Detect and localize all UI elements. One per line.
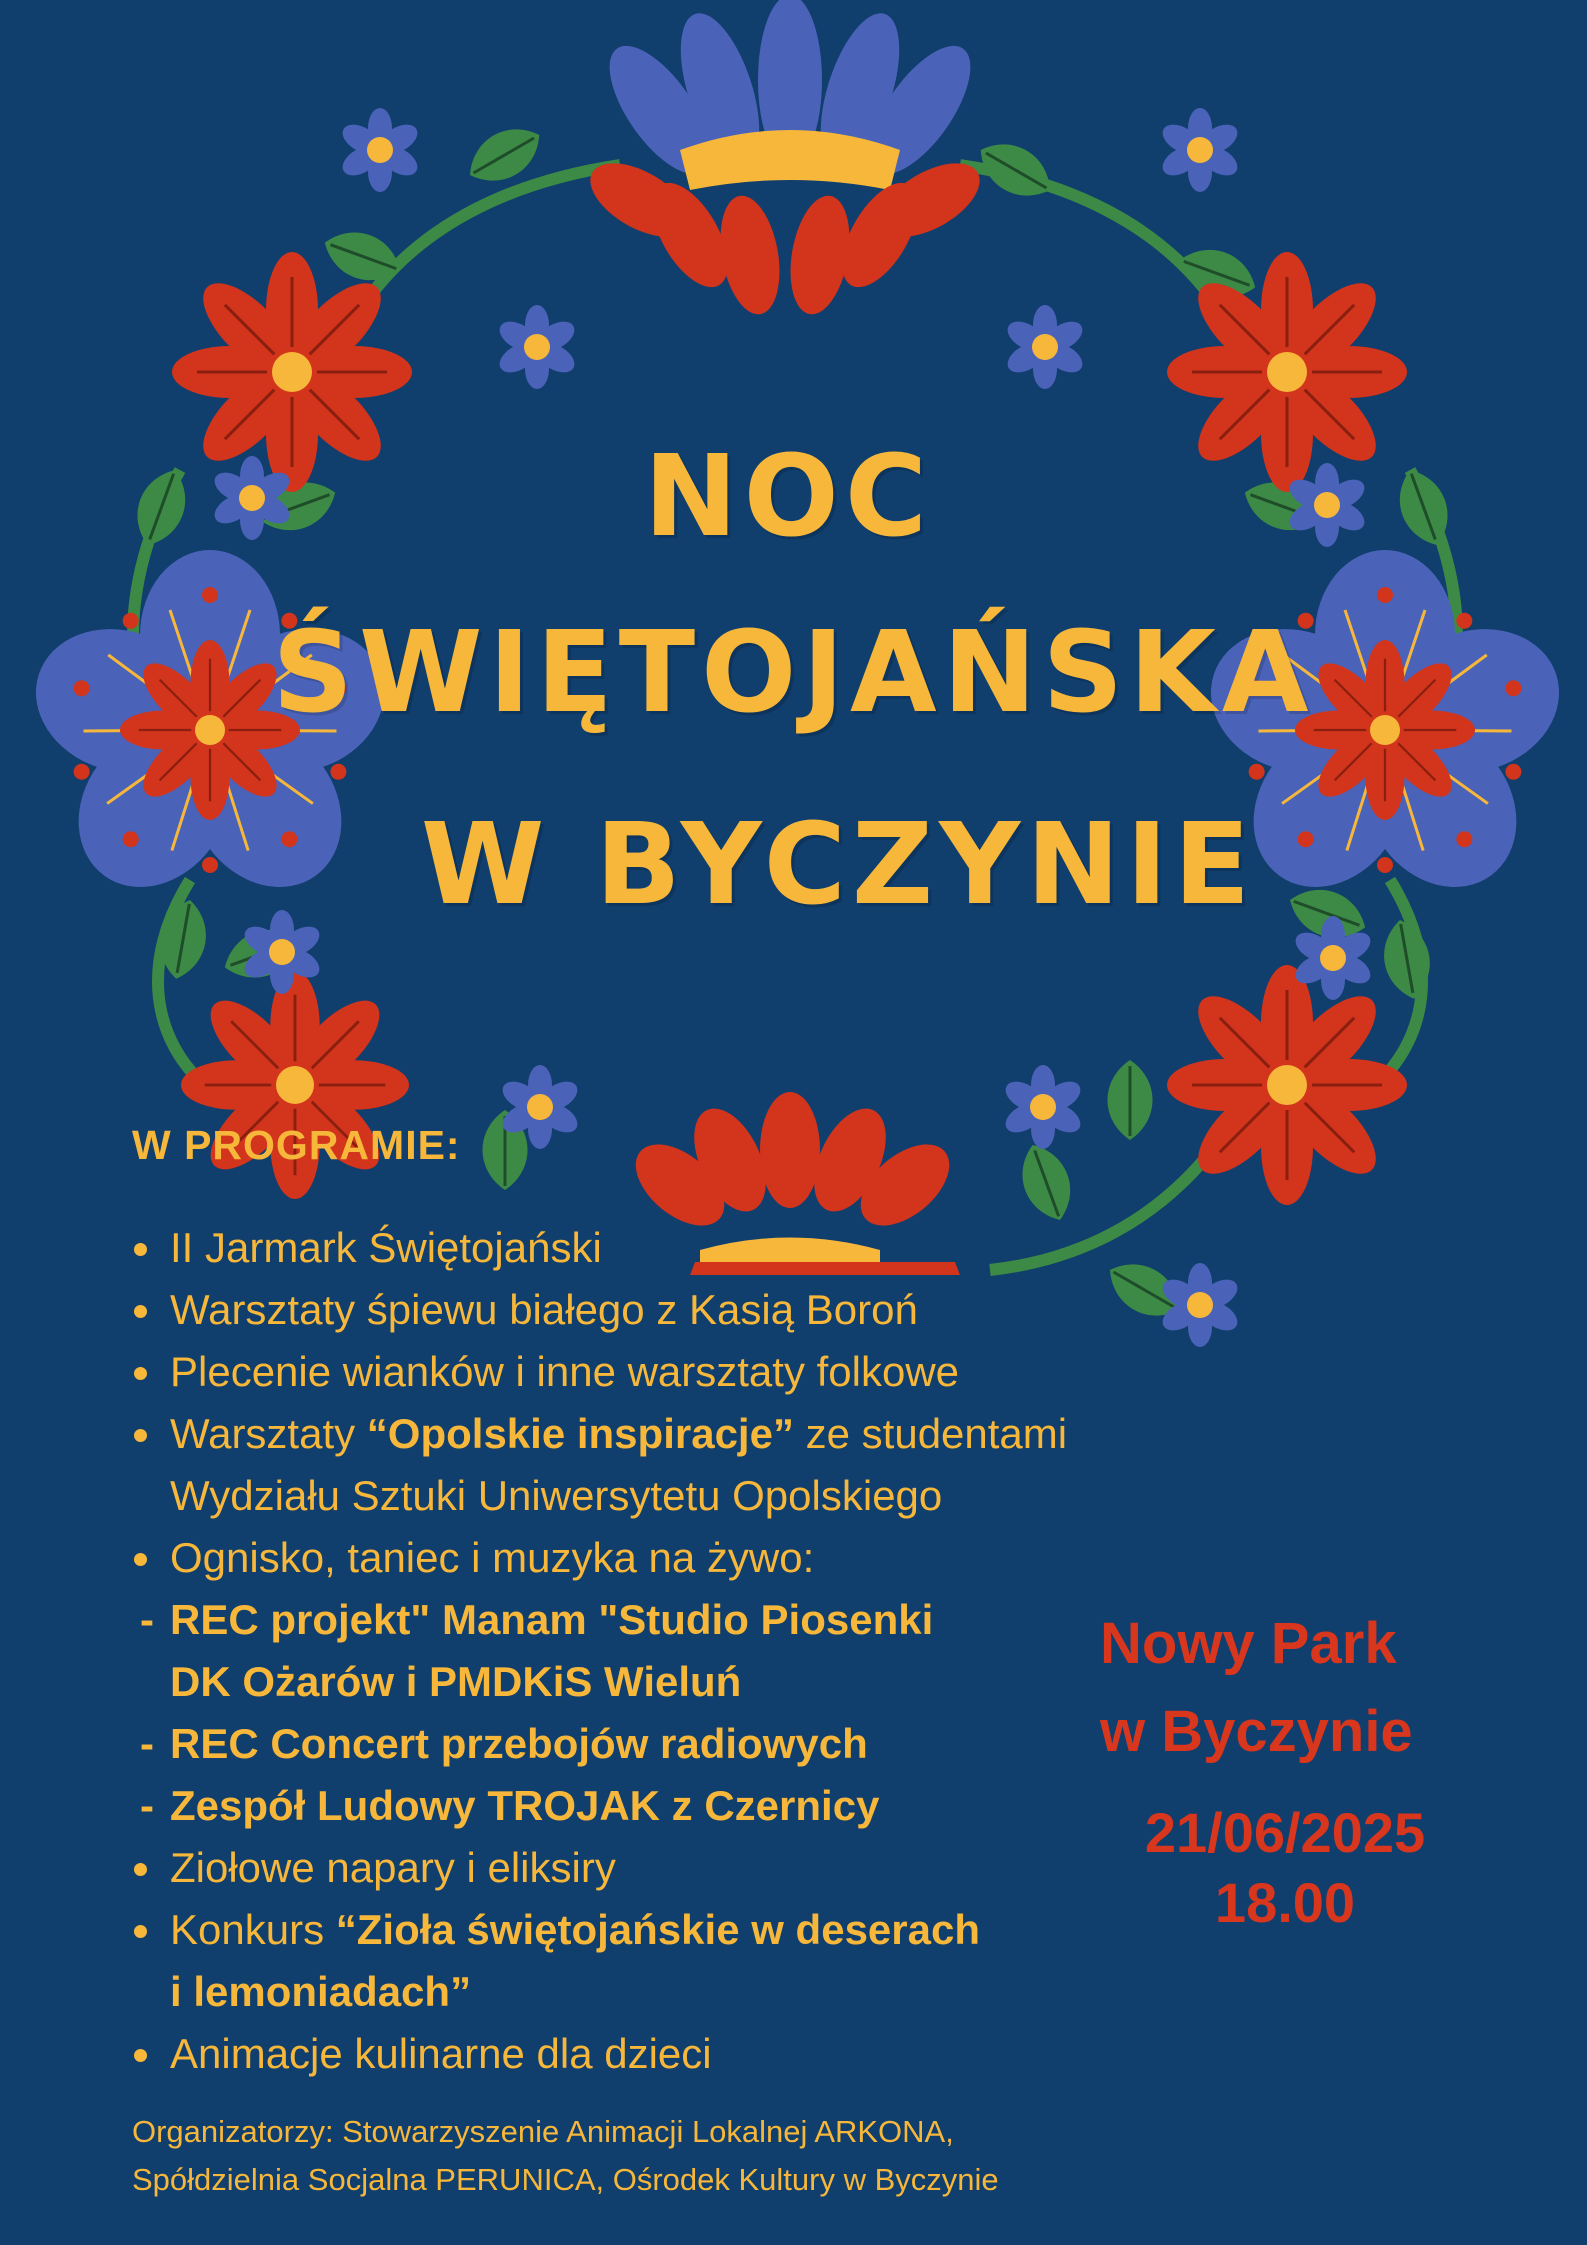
list-item-bold-text: “Zioła świętojańskie w deserach	[335, 1906, 981, 1953]
top-fan-flower	[578, 0, 991, 319]
sub-list-item	[130, 1589, 1067, 1713]
title-line-1: NOC	[643, 432, 934, 562]
list-item-continuation: i lemoniadach”	[170, 1968, 472, 2015]
dash-marker: -	[140, 1720, 154, 1767]
list-item-text: Plecenie wianków i inne warsztaty folkowe	[170, 1348, 960, 1395]
list-item	[130, 2023, 1067, 2085]
dash-marker: -	[140, 1782, 154, 1829]
list-item-text: Warsztaty śpiewu białego z Kasią Boroń	[170, 1286, 918, 1333]
organizers-line-2: Spółdzielnia Socjalna PERUNICA, Ośrodek Kultury w Byczynie	[132, 2162, 999, 2197]
event-time: 18.00	[1214, 1871, 1356, 1934]
list-item	[130, 1403, 1067, 1527]
list-item-text: Konkurs	[170, 1906, 336, 1953]
sub-list-item	[130, 1775, 1067, 1837]
list-item-text: Ziołowe napary i eliksiry	[170, 1844, 616, 1891]
organizers-line-1: Organizatorzy: Stowarzyszenie Animacji Lokalnej ARKONA,	[132, 2114, 954, 2149]
list-item	[130, 1341, 1067, 1403]
list-item-text: Ognisko, taniec i muzyka na żywo:	[170, 1534, 815, 1581]
list-item	[130, 1837, 1067, 1899]
program-list	[130, 1217, 1067, 2085]
list-item-continuation: Wydziału Sztuki Uniwersytetu Opolskiego	[170, 1472, 943, 1519]
sub-item-continuation: DK Ożarów i PMDKiS Wieluń	[170, 1658, 742, 1705]
list-item-text: II Jarmark Świętojański	[170, 1224, 602, 1271]
sub-item-text: REC Concert przebojów radiowych	[170, 1720, 868, 1767]
list-item	[130, 1279, 1067, 1341]
sub-list-item	[130, 1713, 1067, 1775]
list-item	[130, 1527, 1067, 1589]
list-item-text: Animacje kulinarne dla dzieci	[170, 2030, 712, 2077]
title-line-3: W BYCZYNIE	[420, 800, 1257, 930]
event-date: 21/06/2025	[1144, 1801, 1426, 1864]
list-item-text: Warsztaty	[170, 1410, 367, 1457]
sub-item-text: Zespół Ludowy TROJAK z Czernicy	[170, 1782, 880, 1829]
venue-line-2: w Byczynie	[1100, 1699, 1413, 1764]
list-item	[130, 1899, 1067, 2023]
list-item	[130, 1217, 1067, 1279]
venue-line-1: Nowy Park	[1100, 1611, 1397, 1676]
list-item-bold-text: “Opolskie inspiracje”	[366, 1410, 794, 1457]
sub-item-text: REC projekt" Manam "Studio Piosenki	[170, 1596, 934, 1643]
title-line-2: ŚWIĘTOJAŃSKA	[272, 608, 1315, 738]
program-heading: W PROGRAMIE:	[132, 1122, 461, 1168]
organizers	[132, 2108, 999, 2204]
dash-marker: -	[140, 1596, 154, 1643]
list-item-text: ze studentami	[793, 1410, 1068, 1457]
